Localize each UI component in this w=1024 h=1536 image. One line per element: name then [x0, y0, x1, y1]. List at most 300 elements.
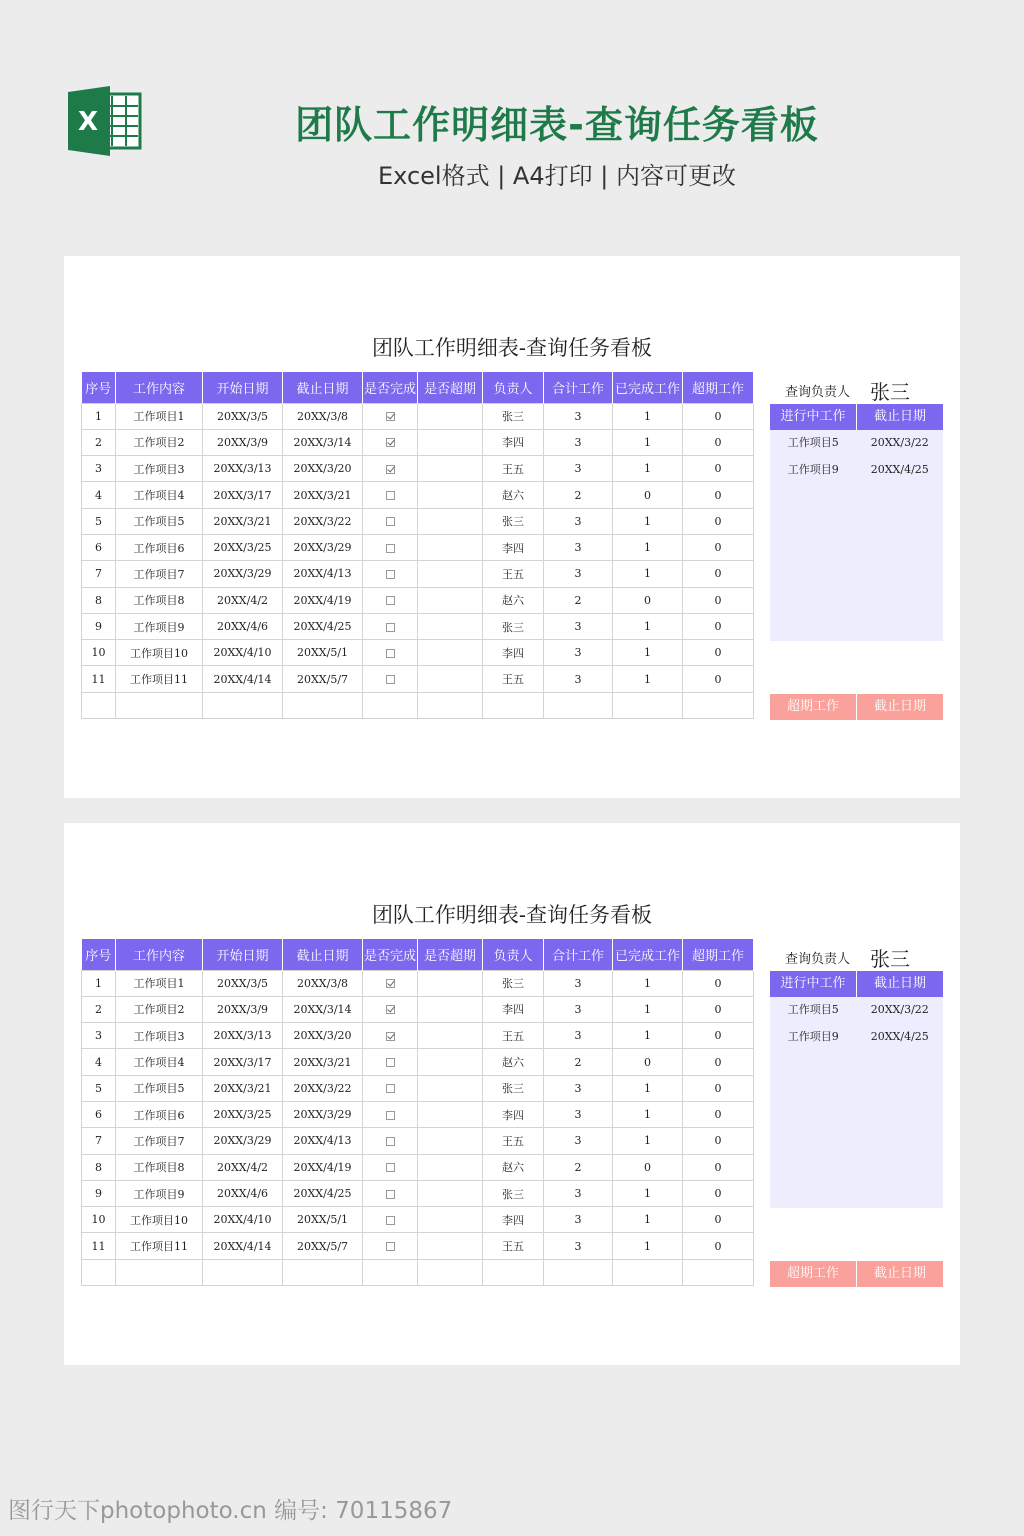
late-cell: 0	[683, 1101, 754, 1127]
late-cell: 0	[683, 1180, 754, 1206]
task-cell: 工作项目7	[116, 561, 203, 587]
in-progress-deadline: 20XX/4/25	[870, 1029, 929, 1043]
column-header: 开始日期	[203, 372, 283, 403]
total-cell: 3	[544, 1023, 613, 1049]
no-cell: 7	[82, 1128, 116, 1154]
checkbox-empty-icon[interactable]	[386, 675, 395, 684]
done-cell[interactable]	[363, 482, 418, 508]
task-cell: 工作项目8	[116, 587, 203, 613]
task-cell: 工作项目11	[116, 666, 203, 692]
overdue-cell	[418, 561, 483, 587]
overdue-deadline-header: 截止日期	[857, 1261, 943, 1287]
table-row	[82, 666, 754, 692]
done-cell[interactable]	[363, 1233, 418, 1259]
sheet-preview-1	[64, 256, 960, 798]
late-cell: 0	[683, 1023, 754, 1049]
column-header: 超期工作	[683, 939, 754, 970]
owner-cell: 王五	[483, 1233, 544, 1259]
checkbox-empty-icon[interactable]	[386, 1137, 395, 1146]
late-cell: 0	[683, 508, 754, 534]
no-cell: 3	[82, 456, 116, 482]
task-cell: 工作项目10	[116, 1207, 203, 1233]
in-progress-task: 工作项目9	[787, 462, 839, 476]
start-cell: 20XX/4/2	[203, 1154, 283, 1180]
done-cell[interactable]	[363, 1075, 418, 1101]
no-cell: 2	[82, 429, 116, 455]
owner-cell: 李四	[483, 1207, 544, 1233]
in-progress-task: 工作项目5	[787, 1003, 839, 1016]
empty-row	[82, 692, 754, 718]
completed-cell: 1	[613, 429, 683, 455]
empty-cell[interactable]	[363, 692, 418, 718]
column-header: 是否完成	[363, 372, 418, 403]
done-cell[interactable]	[363, 456, 418, 482]
overdue-cell	[418, 587, 483, 613]
total-cell: 3	[544, 508, 613, 534]
late-cell: 0	[683, 970, 754, 996]
in-progress-row	[770, 997, 943, 1024]
done-cell[interactable]	[363, 1180, 418, 1206]
late-cell: 0	[683, 1233, 754, 1259]
overdue-task-header: 超期工作	[770, 694, 857, 720]
no-cell: 2	[82, 996, 116, 1022]
checkbox-empty-icon[interactable]	[386, 623, 395, 632]
query-owner-value[interactable]: 张三	[870, 947, 910, 971]
column-header: 负责人	[483, 372, 544, 403]
done-cell[interactable]	[363, 1023, 418, 1049]
table-row	[82, 1207, 754, 1233]
done-cell[interactable]	[363, 970, 418, 996]
no-cell: 4	[82, 1049, 116, 1075]
start-cell: 20XX/3/5	[203, 403, 283, 429]
query-label: 查询负责人	[785, 385, 851, 400]
total-cell: 3	[544, 1233, 613, 1259]
overdue-cell	[418, 1049, 483, 1075]
no-cell: 9	[82, 613, 116, 639]
end-cell: 20XX/3/22	[283, 508, 363, 534]
total-cell: 3	[544, 1128, 613, 1154]
overdue-cell	[418, 1154, 483, 1180]
in-progress-list	[770, 997, 943, 1050]
late-cell: 0	[683, 1049, 754, 1075]
in-progress-panel	[770, 971, 943, 1208]
column-header: 截止日期	[283, 939, 363, 970]
empty-cell[interactable]	[116, 1259, 203, 1285]
total-cell: 3	[544, 666, 613, 692]
table-row	[82, 996, 754, 1022]
completed-cell: 0	[613, 1049, 683, 1075]
checkbox-empty-icon[interactable]	[386, 544, 395, 553]
overdue-cell	[418, 1128, 483, 1154]
in-progress-row	[770, 430, 943, 457]
completed-cell: 1	[613, 640, 683, 666]
checkbox-checked-icon[interactable]	[386, 979, 395, 988]
empty-cell[interactable]	[82, 1259, 116, 1285]
no-cell: 10	[82, 640, 116, 666]
start-cell: 20XX/4/10	[203, 1207, 283, 1233]
start-cell: 20XX/3/29	[203, 1128, 283, 1154]
start-cell: 20XX/4/2	[203, 587, 283, 613]
completed-cell: 1	[613, 666, 683, 692]
completed-cell: 1	[613, 508, 683, 534]
task-cell: 工作项目4	[116, 482, 203, 508]
owner-cell: 李四	[483, 640, 544, 666]
column-header: 序号	[82, 372, 116, 403]
end-cell: 20XX/5/7	[283, 1233, 363, 1259]
task-cell: 工作项目3	[116, 456, 203, 482]
in-progress-task-header: 进行中工作	[770, 404, 857, 430]
total-cell: 2	[544, 587, 613, 613]
empty-cell[interactable]	[683, 692, 754, 718]
late-cell: 0	[683, 613, 754, 639]
overdue-cell	[418, 666, 483, 692]
empty-cell[interactable]	[483, 1259, 544, 1285]
query-owner-value[interactable]: 张三	[870, 380, 910, 404]
task-cell: 工作项目10	[116, 640, 203, 666]
checkbox-empty-icon[interactable]	[386, 1084, 395, 1093]
checkbox-checked-icon[interactable]	[386, 1032, 395, 1041]
start-cell: 20XX/3/17	[203, 482, 283, 508]
done-cell[interactable]	[363, 1207, 418, 1233]
column-header: 是否超期	[418, 939, 483, 970]
task-table	[81, 939, 754, 1286]
no-cell: 6	[82, 534, 116, 560]
checkbox-empty-icon[interactable]	[386, 1242, 395, 1251]
completed-cell: 1	[613, 1075, 683, 1101]
late-cell: 0	[683, 429, 754, 455]
total-cell: 3	[544, 561, 613, 587]
column-header: 序号	[82, 939, 116, 970]
table-row	[82, 534, 754, 560]
total-cell: 2	[544, 482, 613, 508]
completed-cell: 1	[613, 970, 683, 996]
end-cell: 20XX/3/14	[283, 429, 363, 455]
empty-cell[interactable]	[363, 1259, 418, 1285]
completed-cell: 1	[613, 1207, 683, 1233]
task-cell: 工作项目4	[116, 1049, 203, 1075]
late-cell: 0	[683, 482, 754, 508]
checkbox-empty-icon[interactable]	[386, 570, 395, 579]
column-header: 工作内容	[116, 939, 203, 970]
start-cell: 20XX/4/14	[203, 666, 283, 692]
in-progress-task: 工作项目5	[787, 436, 839, 449]
late-cell: 0	[683, 1128, 754, 1154]
overdue-cell	[418, 1023, 483, 1049]
no-cell: 7	[82, 561, 116, 587]
column-header: 是否超期	[418, 372, 483, 403]
table-row	[82, 403, 754, 429]
owner-cell: 赵六	[483, 1049, 544, 1075]
empty-cell[interactable]	[683, 1259, 754, 1285]
overdue-cell	[418, 429, 483, 455]
no-cell: 6	[82, 1101, 116, 1127]
in-progress-row	[770, 1024, 943, 1051]
overdue-cell	[418, 1180, 483, 1206]
completed-cell: 1	[613, 1180, 683, 1206]
owner-cell: 李四	[483, 534, 544, 560]
table-row	[82, 508, 754, 534]
checkbox-empty-icon[interactable]	[386, 1111, 395, 1120]
watermark: 图行天下photophoto.cn 编号: 70115867	[8, 1498, 453, 1524]
checkbox-checked-icon[interactable]	[386, 412, 395, 421]
start-cell: 20XX/3/13	[203, 1023, 283, 1049]
task-cell: 工作项目6	[116, 1101, 203, 1127]
total-cell: 3	[544, 1207, 613, 1233]
owner-cell: 张三	[483, 508, 544, 534]
end-cell: 20XX/5/1	[283, 640, 363, 666]
end-cell: 20XX/3/21	[283, 482, 363, 508]
no-cell: 3	[82, 1023, 116, 1049]
owner-cell: 王五	[483, 666, 544, 692]
owner-cell: 张三	[483, 1075, 544, 1101]
no-cell: 5	[82, 1075, 116, 1101]
no-cell: 1	[82, 970, 116, 996]
page-subtitle: Excel格式 | A4打印 | 内容可更改	[378, 162, 736, 190]
column-header: 截止日期	[283, 372, 363, 403]
owner-cell: 赵六	[483, 482, 544, 508]
completed-cell: 1	[613, 613, 683, 639]
total-cell: 3	[544, 996, 613, 1022]
checkbox-checked-icon[interactable]	[386, 465, 395, 474]
end-cell: 20XX/3/20	[283, 1023, 363, 1049]
no-cell: 9	[82, 1180, 116, 1206]
excel-logo-icon	[68, 86, 142, 156]
in-progress-deadline: 20XX/3/22	[870, 1003, 929, 1016]
in-progress-list	[770, 430, 943, 483]
done-cell[interactable]	[363, 640, 418, 666]
table-row	[82, 1128, 754, 1154]
owner-cell: 张三	[483, 403, 544, 429]
overdue-deadline-header: 截止日期	[857, 694, 943, 720]
late-cell: 0	[683, 534, 754, 560]
completed-cell: 1	[613, 534, 683, 560]
done-cell[interactable]	[363, 996, 418, 1022]
end-cell: 20XX/5/7	[283, 666, 363, 692]
start-cell: 20XX/4/6	[203, 1180, 283, 1206]
done-cell[interactable]	[363, 1049, 418, 1075]
column-header: 合计工作	[544, 372, 613, 403]
end-cell: 20XX/4/13	[283, 1128, 363, 1154]
empty-cell[interactable]	[613, 1259, 683, 1285]
total-cell: 3	[544, 970, 613, 996]
late-cell: 0	[683, 403, 754, 429]
completed-cell: 1	[613, 456, 683, 482]
column-header: 工作内容	[116, 372, 203, 403]
empty-cell[interactable]	[203, 1259, 283, 1285]
in-progress-deadline: 20XX/4/25	[870, 462, 929, 476]
table-row	[82, 1101, 754, 1127]
total-cell: 2	[544, 1049, 613, 1075]
end-cell: 20XX/4/19	[283, 1154, 363, 1180]
no-cell: 11	[82, 666, 116, 692]
empty-cell[interactable]	[483, 692, 544, 718]
task-cell: 工作项目11	[116, 1233, 203, 1259]
query-label: 查询负责人	[785, 952, 851, 967]
done-cell[interactable]	[363, 587, 418, 613]
total-cell: 2	[544, 1154, 613, 1180]
no-cell: 5	[82, 508, 116, 534]
done-cell[interactable]	[363, 1101, 418, 1127]
late-cell: 0	[683, 1207, 754, 1233]
completed-cell: 0	[613, 587, 683, 613]
end-cell: 20XX/4/13	[283, 561, 363, 587]
table-row	[82, 1154, 754, 1180]
completed-cell: 1	[613, 1233, 683, 1259]
end-cell: 20XX/5/1	[283, 1207, 363, 1233]
table-row	[82, 970, 754, 996]
empty-cell[interactable]	[418, 1259, 483, 1285]
table-row	[82, 640, 754, 666]
checkbox-empty-icon[interactable]	[386, 1163, 395, 1172]
late-cell: 0	[683, 587, 754, 613]
task-cell: 工作项目3	[116, 1023, 203, 1049]
completed-cell: 1	[613, 561, 683, 587]
done-cell[interactable]	[363, 613, 418, 639]
page-title: 团队工作明细表-查询任务看板	[295, 103, 819, 147]
done-cell[interactable]	[363, 429, 418, 455]
column-header: 已完成工作	[613, 372, 683, 403]
done-cell[interactable]	[363, 1128, 418, 1154]
start-cell: 20XX/3/21	[203, 1075, 283, 1101]
sheet-preview-2	[64, 823, 960, 1365]
table-row	[82, 613, 754, 639]
done-cell[interactable]	[363, 403, 418, 429]
owner-cell: 李四	[483, 996, 544, 1022]
empty-cell[interactable]	[613, 692, 683, 718]
logo-letter: X	[77, 107, 99, 137]
owner-cell: 王五	[483, 456, 544, 482]
column-header: 开始日期	[203, 939, 283, 970]
checkbox-empty-icon[interactable]	[386, 1190, 395, 1199]
overdue-cell	[418, 970, 483, 996]
table-row	[82, 1049, 754, 1075]
overdue-cell	[418, 1207, 483, 1233]
done-cell[interactable]	[363, 1154, 418, 1180]
start-cell: 20XX/3/21	[203, 508, 283, 534]
empty-cell[interactable]	[544, 692, 613, 718]
empty-cell[interactable]	[203, 692, 283, 718]
empty-cell[interactable]	[418, 692, 483, 718]
total-cell: 3	[544, 1180, 613, 1206]
sheet-title: 团队工作明细表-查询任务看板	[371, 336, 653, 360]
table-row	[82, 1233, 754, 1259]
end-cell: 20XX/3/20	[283, 456, 363, 482]
checkbox-empty-icon[interactable]	[386, 1216, 395, 1225]
checkbox-checked-icon[interactable]	[386, 438, 395, 447]
done-cell[interactable]	[363, 534, 418, 560]
owner-cell: 张三	[483, 970, 544, 996]
empty-cell[interactable]	[544, 1259, 613, 1285]
checkbox-empty-icon[interactable]	[386, 517, 395, 526]
in-progress-header	[770, 971, 943, 997]
late-cell: 0	[683, 666, 754, 692]
start-cell: 20XX/4/6	[203, 613, 283, 639]
task-cell: 工作项目1	[116, 403, 203, 429]
start-cell: 20XX/3/9	[203, 996, 283, 1022]
late-cell: 0	[683, 1154, 754, 1180]
start-cell: 20XX/3/5	[203, 970, 283, 996]
empty-cell[interactable]	[283, 692, 363, 718]
overdue-cell	[418, 534, 483, 560]
table-row	[82, 1075, 754, 1101]
completed-cell: 1	[613, 403, 683, 429]
no-cell: 1	[82, 403, 116, 429]
completed-cell: 1	[613, 1023, 683, 1049]
checkbox-empty-icon[interactable]	[386, 491, 395, 500]
column-header: 超期工作	[683, 372, 754, 403]
no-cell: 11	[82, 1233, 116, 1259]
checkbox-empty-icon[interactable]	[386, 649, 395, 658]
start-cell: 20XX/3/9	[203, 429, 283, 455]
start-cell: 20XX/3/29	[203, 561, 283, 587]
overdue-header	[770, 1261, 943, 1287]
checkbox-empty-icon[interactable]	[386, 1058, 395, 1067]
table-header-row	[82, 372, 754, 403]
total-cell: 3	[544, 403, 613, 429]
in-progress-deadline-header: 截止日期	[857, 971, 943, 997]
no-cell: 8	[82, 587, 116, 613]
done-cell[interactable]	[363, 508, 418, 534]
in-progress-deadline-header: 截止日期	[857, 404, 943, 430]
in-progress-header	[770, 404, 943, 430]
start-cell: 20XX/3/25	[203, 534, 283, 560]
completed-cell: 0	[613, 482, 683, 508]
total-cell: 3	[544, 1101, 613, 1127]
done-cell[interactable]	[363, 666, 418, 692]
start-cell: 20XX/4/10	[203, 640, 283, 666]
empty-cell[interactable]	[283, 1259, 363, 1285]
done-cell[interactable]	[363, 561, 418, 587]
task-cell: 工作项目5	[116, 1075, 203, 1101]
total-cell: 3	[544, 534, 613, 560]
end-cell: 20XX/3/21	[283, 1049, 363, 1075]
overdue-cell	[418, 508, 483, 534]
column-header: 合计工作	[544, 939, 613, 970]
overdue-cell	[418, 1101, 483, 1127]
end-cell: 20XX/3/8	[283, 970, 363, 996]
column-header: 已完成工作	[613, 939, 683, 970]
task-cell: 工作项目2	[116, 996, 203, 1022]
table-row	[82, 561, 754, 587]
checkbox-empty-icon[interactable]	[386, 596, 395, 605]
late-cell: 0	[683, 561, 754, 587]
late-cell: 0	[683, 1075, 754, 1101]
owner-cell: 李四	[483, 1101, 544, 1127]
end-cell: 20XX/3/29	[283, 1101, 363, 1127]
total-cell: 3	[544, 456, 613, 482]
end-cell: 20XX/3/22	[283, 1075, 363, 1101]
no-cell: 8	[82, 1154, 116, 1180]
overdue-cell	[418, 482, 483, 508]
in-progress-task-header: 进行中工作	[770, 971, 857, 997]
column-header: 是否完成	[363, 939, 418, 970]
end-cell: 20XX/3/14	[283, 996, 363, 1022]
empty-cell[interactable]	[116, 692, 203, 718]
late-cell: 0	[683, 456, 754, 482]
owner-cell: 赵六	[483, 1154, 544, 1180]
overdue-cell	[418, 456, 483, 482]
table-row	[82, 482, 754, 508]
start-cell: 20XX/3/25	[203, 1101, 283, 1127]
total-cell: 3	[544, 640, 613, 666]
completed-cell: 1	[613, 1101, 683, 1127]
empty-cell[interactable]	[82, 692, 116, 718]
table-row	[82, 1180, 754, 1206]
task-cell: 工作项目1	[116, 970, 203, 996]
owner-cell: 王五	[483, 1128, 544, 1154]
column-header: 负责人	[483, 939, 544, 970]
checkbox-checked-icon[interactable]	[386, 1005, 395, 1014]
